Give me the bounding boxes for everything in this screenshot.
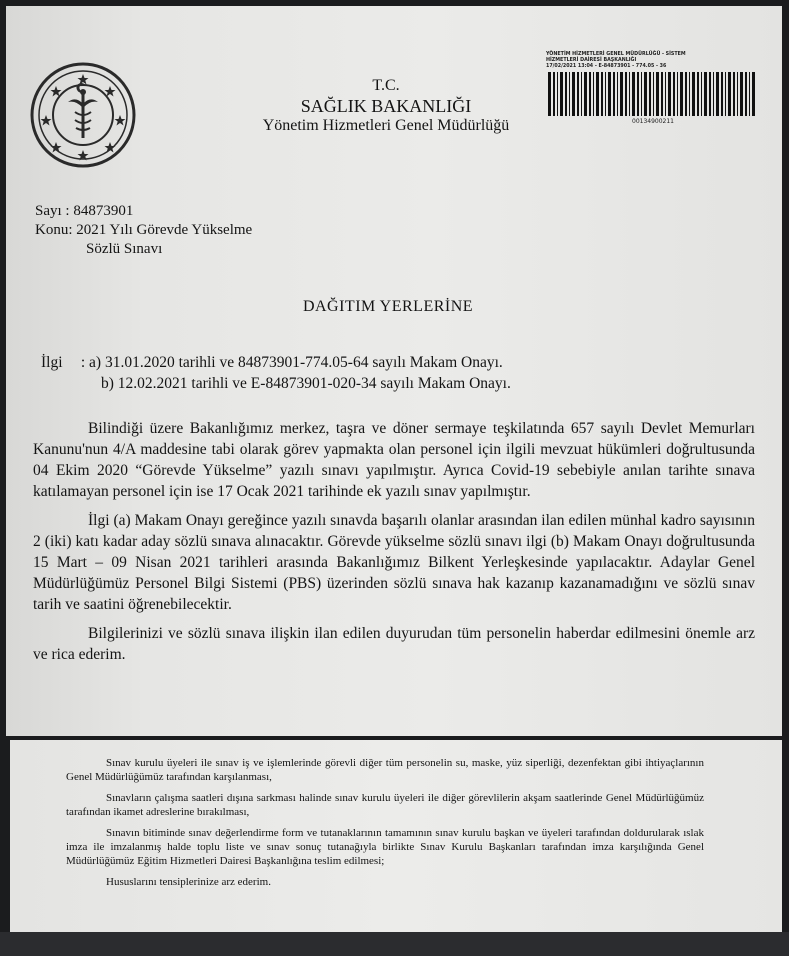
letterhead xyxy=(230,76,542,136)
ministry-seal-logo xyxy=(28,60,138,170)
screen-bottom-bar xyxy=(0,932,789,956)
appendix-item-2: Sınavların çalışma saatleri dışına sarkması halinde sınav kurulu üyeleri ile diğer görevlilerin akşam saatlerinde Genel Müdürlüğümüz tarafından ikamet adreslerine bırakılması, xyxy=(66,792,704,818)
appendix-closing: Hususlarını tensiplerinize arz ederim. xyxy=(106,876,271,888)
ilgi-b: b) 12.02.2021 tarihli ve E-84873901-020-34 sayılı Makam Onayı. xyxy=(101,375,511,392)
document-meta xyxy=(35,202,252,259)
sayi-line: Sayı : 84873901 xyxy=(35,203,134,219)
barcode-line-3: 17/02/2021 13:04 - E-84873901 - 774.05 - 36 xyxy=(546,64,667,69)
barcode-line-1: YÖNETİM HİZMETLERİ GENEL MÜDÜRLÜĞÜ - SİSTEM xyxy=(546,52,686,57)
appendix-block xyxy=(66,756,704,896)
appendix-item-3: Sınavın bitiminde sınav değerlendirme form ve tutanaklarının tamamının sınav kurulu başkan ve üyeleri tarafından doldurularak ıslak imza ile imzalanmış halde toplu liste ve sınav sonuç tutanağıyla birlikte Sınav Kurulu Başkanları tarafından imza karşılığında Genel Müdürlüğümüz Eğitim Hizmetleri Dairesi Başkanlığına teslim edilmesi; xyxy=(66,827,704,867)
header-tc: T.C. xyxy=(372,77,400,94)
ilgi-label: İlgi xyxy=(41,354,63,371)
barcode-number: 00134900211 xyxy=(632,118,674,125)
paragraph-3: Bilgilerinizi ve sözlü sınava ilişkin ilan edilen duyurudan tüm personelin haberdar edilmesini önemle arz ve rica ederim. xyxy=(33,625,755,663)
paragraph-2: İlgi (a) Makam Onayı gereğince yazılı sınavda başarılı olanlar arasından ilan edilen münhal kadro sayısının 2 (iki) katı kadar aday sözlü sınava alınacaktır. Görevde yükselme sözlü sınavı ilgi (b) Makam Onayı doğrultusunda 15 Mart – 09 Nisan 2021 tarihleri arasında Bakanlığımız Bilkent Yerleşkesinde yapılacaktır. Adaylar Genel Müdürlüğümüz Personel Bilgi Sistemi (PBS) üzerinden sözlü sınava hak kazanıp kazanamadığını ve sözlü sınav tarih ve saatini öğrenebilecektir. xyxy=(33,512,755,613)
header-directorate: Yönetim Hizmetleri Genel Müdürlüğü xyxy=(262,117,510,134)
recipient-heading: DAĞITIM YERLERİNE xyxy=(302,298,474,315)
barcode-label xyxy=(546,52,782,156)
paragraph-1: Bilindiği üzere Bakanlığımız merkez, taşra ve döner sermaye teşkilatında 657 sayılı Devlet Memurları Kanunu'nun 4/A maddesine tabi olarak görev yapmakta olan personel için ilgili mevzuat hükümleri doğrultusunda 04 Ekim 2020 “Görevde Yükselme” yazılı sınavı yapılmıştır. Ayrıca Covid-19 sebebiyle anılan tarihte sınava katılamayan personel için ise 17 Ocak 2021 tarihinde ek yazılı sınav yapılmıştır. xyxy=(33,420,755,500)
konu-line-2: Sözlü Sınavı xyxy=(86,241,163,257)
header-ministry: SAĞLIK BAKANLIĞI xyxy=(300,96,472,116)
barcode-icon xyxy=(546,72,760,116)
reference-block xyxy=(41,352,511,394)
barcode-line-2: HİZMETLERİ DAİRESİ BAŞKANLIĞI xyxy=(546,58,637,63)
konu-line: Konu: 2021 Yılı Görevde Yükselme xyxy=(35,222,253,238)
letter-body xyxy=(33,418,755,673)
ilgi-a: : a) 31.01.2020 tarihli ve 84873901-774.05-64 sayılı Makam Onayı. xyxy=(80,354,503,371)
appendix-item-1: Sınav kurulu üyeleri ile sınav iş ve işlemlerinde görevli diğer tüm personelin su, maske, yüz siperliği, dezenfektan gibi ihtiyaçlarının Genel Müdürlüğümüz tarafından karşılanması, xyxy=(66,757,704,783)
